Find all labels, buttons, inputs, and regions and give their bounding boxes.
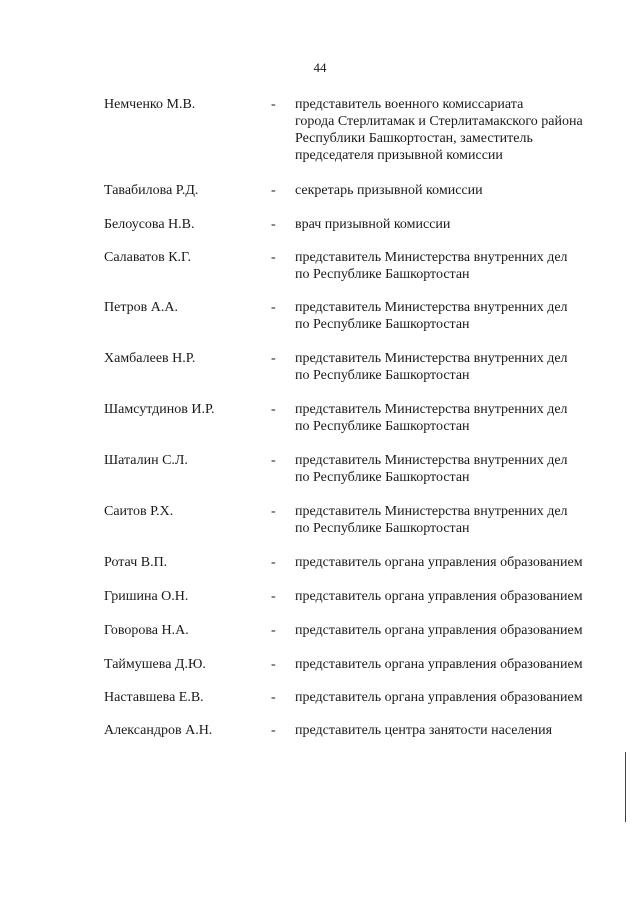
member-name: Говорова Н.А.: [104, 623, 189, 638]
member-name: Петров А.А.: [104, 300, 178, 315]
member-role: представитель органа управления образованием: [295, 623, 583, 638]
member-role: представитель центра занятости населения: [295, 723, 553, 738]
member-role: представитель органа управления образованием: [295, 589, 583, 604]
member-role: представитель военного комиссариата города Стерлитамак и Стерлитамакского района Республики Башкортостан, заместитель председателя призывной комиссии: [295, 97, 583, 163]
member-role: секретарь призывной комиссии: [295, 183, 483, 198]
list-item: [0, 401, 640, 452]
list-item: [0, 96, 640, 182]
member-role: представитель Министерства внутренних дел по Республике Башкортостан: [295, 504, 568, 536]
page-number: 44: [313, 60, 327, 75]
member-role: врач призывной комиссии: [295, 217, 451, 232]
list-item: [0, 249, 640, 299]
list-item: [0, 588, 640, 622]
separator-dash: -: [271, 657, 276, 672]
list-item: [0, 656, 640, 689]
member-role: представитель Министерства внутренних дел по Республике Башкортостан: [295, 402, 568, 434]
member-name: Шамсутдинов И.Р.: [104, 402, 215, 417]
list-item: [0, 182, 640, 216]
separator-dash: -: [271, 351, 276, 366]
separator-dash: -: [271, 690, 276, 705]
list-item: [0, 689, 640, 722]
list-item: [0, 299, 640, 350]
member-name: Салаватов К.Г.: [104, 250, 192, 265]
separator-dash: -: [271, 300, 276, 315]
scan-margin-line: [625, 752, 626, 822]
separator-dash: -: [271, 250, 276, 265]
member-name: Гришина О.Н.: [104, 589, 189, 604]
member-role: представитель органа управления образованием: [295, 657, 583, 672]
separator-dash: -: [271, 555, 276, 570]
member-name: Шаталин С.Л.: [104, 453, 188, 468]
list-item: [0, 503, 640, 554]
member-name: Саитов Р.Х.: [104, 504, 174, 519]
list-item: [0, 554, 640, 588]
member-name: Тавабилова Р.Д.: [104, 183, 199, 198]
separator-dash: -: [271, 723, 276, 738]
separator-dash: -: [271, 217, 276, 232]
list-item: [0, 622, 640, 656]
list-item: [0, 452, 640, 503]
list-item: [0, 722, 640, 742]
separator-dash: -: [271, 623, 276, 638]
separator-dash: -: [271, 504, 276, 519]
member-role: представитель Министерства внутренних дел по Республике Башкортостан: [295, 300, 568, 332]
member-name: Наставшева Е.В.: [104, 690, 204, 705]
member-role: представитель органа управления образованием: [295, 555, 583, 570]
separator-dash: -: [271, 402, 276, 417]
list-item: [0, 350, 640, 401]
member-role: представитель Министерства внутренних дел по Республике Башкортостан: [295, 453, 568, 485]
separator-dash: -: [271, 183, 276, 198]
separator-dash: -: [271, 453, 276, 468]
member-role: представитель органа управления образованием: [295, 690, 583, 705]
member-name: Таймушева Д.Ю.: [104, 657, 206, 672]
separator-dash: -: [271, 97, 276, 112]
member-name: Ротач В.П.: [104, 555, 168, 570]
list-item: [0, 216, 640, 249]
member-name: Хамбалеев Н.Р.: [104, 351, 196, 366]
member-role: представитель Министерства внутренних дел по Республике Башкортостан: [295, 351, 568, 383]
member-name: Александров А.Н.: [104, 723, 213, 738]
member-list: [0, 96, 640, 742]
member-role: представитель Министерства внутренних дел по Республике Башкортостан: [295, 250, 568, 282]
separator-dash: -: [271, 589, 276, 604]
member-name: Белоусова Н.В.: [104, 217, 195, 232]
member-name: Немченко М.В.: [104, 97, 196, 112]
